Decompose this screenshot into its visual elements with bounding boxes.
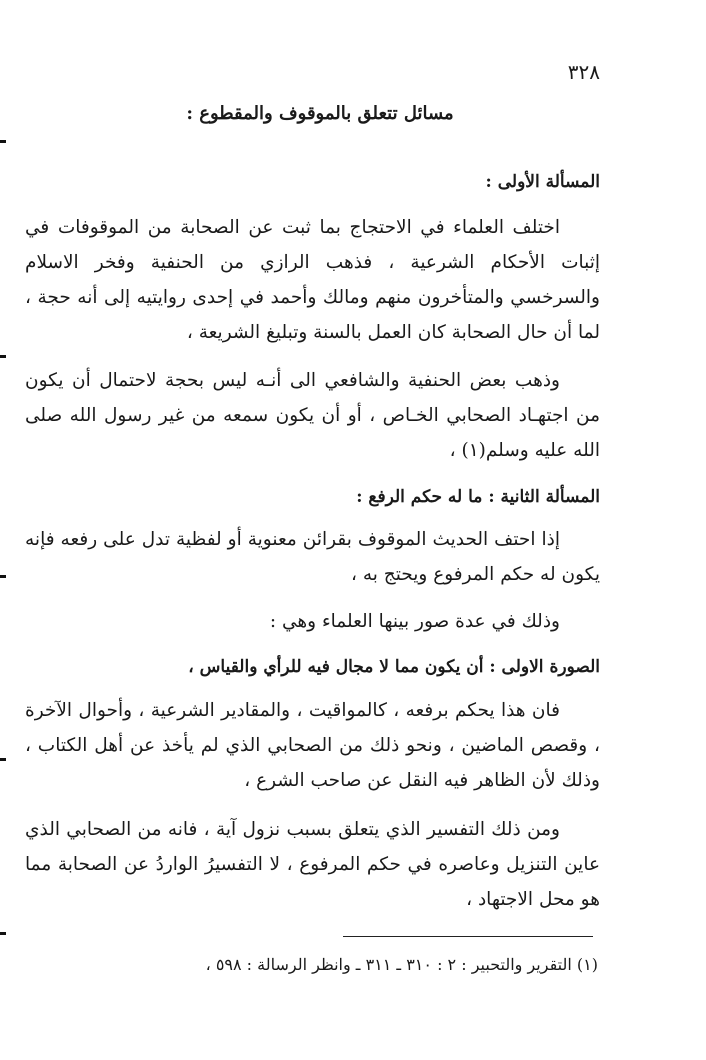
paragraph-5: فان هذا يحكم برفعه ، كالمواقيت ، والمقادير الشرعية ، وأحوال الآخرة ، وقصص الماضين ، ونحو ذلك من الصحابي الذي لم يأخذ عن أهل الكتاب ، وذلك لأن الظاهر فيه النقل عن صاحب الشرع ،	[25, 700, 600, 791]
footnote-divider	[343, 936, 593, 937]
footnote: (١) التقرير والتحبير : ٢ : ٣١٠ ـ ٣١١ ـ وانظر الرسالة : ٥٩٨ ،	[205, 955, 598, 974]
paragraph-2: وذهب بعض الحنفية والشافعي الى أنـه ليس بحجة لاحتمال أن يكون من اجتهـاد الصحابي الخـاص ، أو أن يكون سمعه من غير رسول الله صلى الله عليه وسلم(١) ،	[25, 370, 600, 461]
page-number: ٣٢٨	[567, 60, 600, 84]
paragraph-4: وذلك في عدة صور بينها العلماء وهي :	[269, 611, 560, 632]
margin-mark	[0, 140, 6, 143]
margin-mark	[0, 575, 6, 578]
margin-mark	[0, 932, 6, 935]
paragraph-1: اختلف العلماء في الاحتجاج بما ثبت عن الصحابة من الموقوفات في إثبات الأحكام الشرعية ، فذهب الرازي من الحنفية وفخر الاسلام والسرخسي والمتأخرون منهم ومالك وأحمد في إحدى روايتيه إلى أنه حجة ، لما أن حال الصحابة كان العمل بالسنة وتبليغ الشريعة ،	[25, 217, 600, 343]
margin-mark	[0, 758, 6, 761]
page-title: مسائل تتعلق بالموقوف والمقطوع :	[186, 103, 454, 124]
form-1-heading: الصورة الاولى : أن يكون مما لا مجال فيه للرأي والقياس ،	[188, 657, 600, 677]
margin-mark	[0, 355, 6, 358]
paragraph-3: إذا احتف الحديث الموقوف بقرائن معنوية أو لفظية تدل على رفعه فإنه يكون له حكم المرفوع ويحتج به ،	[25, 529, 600, 585]
question-1-heading: المسألة الأولى :	[485, 172, 600, 192]
question-2-heading: المسألة الثانية : ما له حكم الرفع :	[356, 487, 600, 507]
paragraph-6: ومن ذلك التفسير الذي يتعلق بسبب نزول آية ، فانه من الصحابي الذي عاين التنزيل وعاصره في حكم المرفوع ، لا التفسيرُ الواردُ عن الصحابة مما هو محل الاجتهاد ،	[25, 819, 600, 910]
